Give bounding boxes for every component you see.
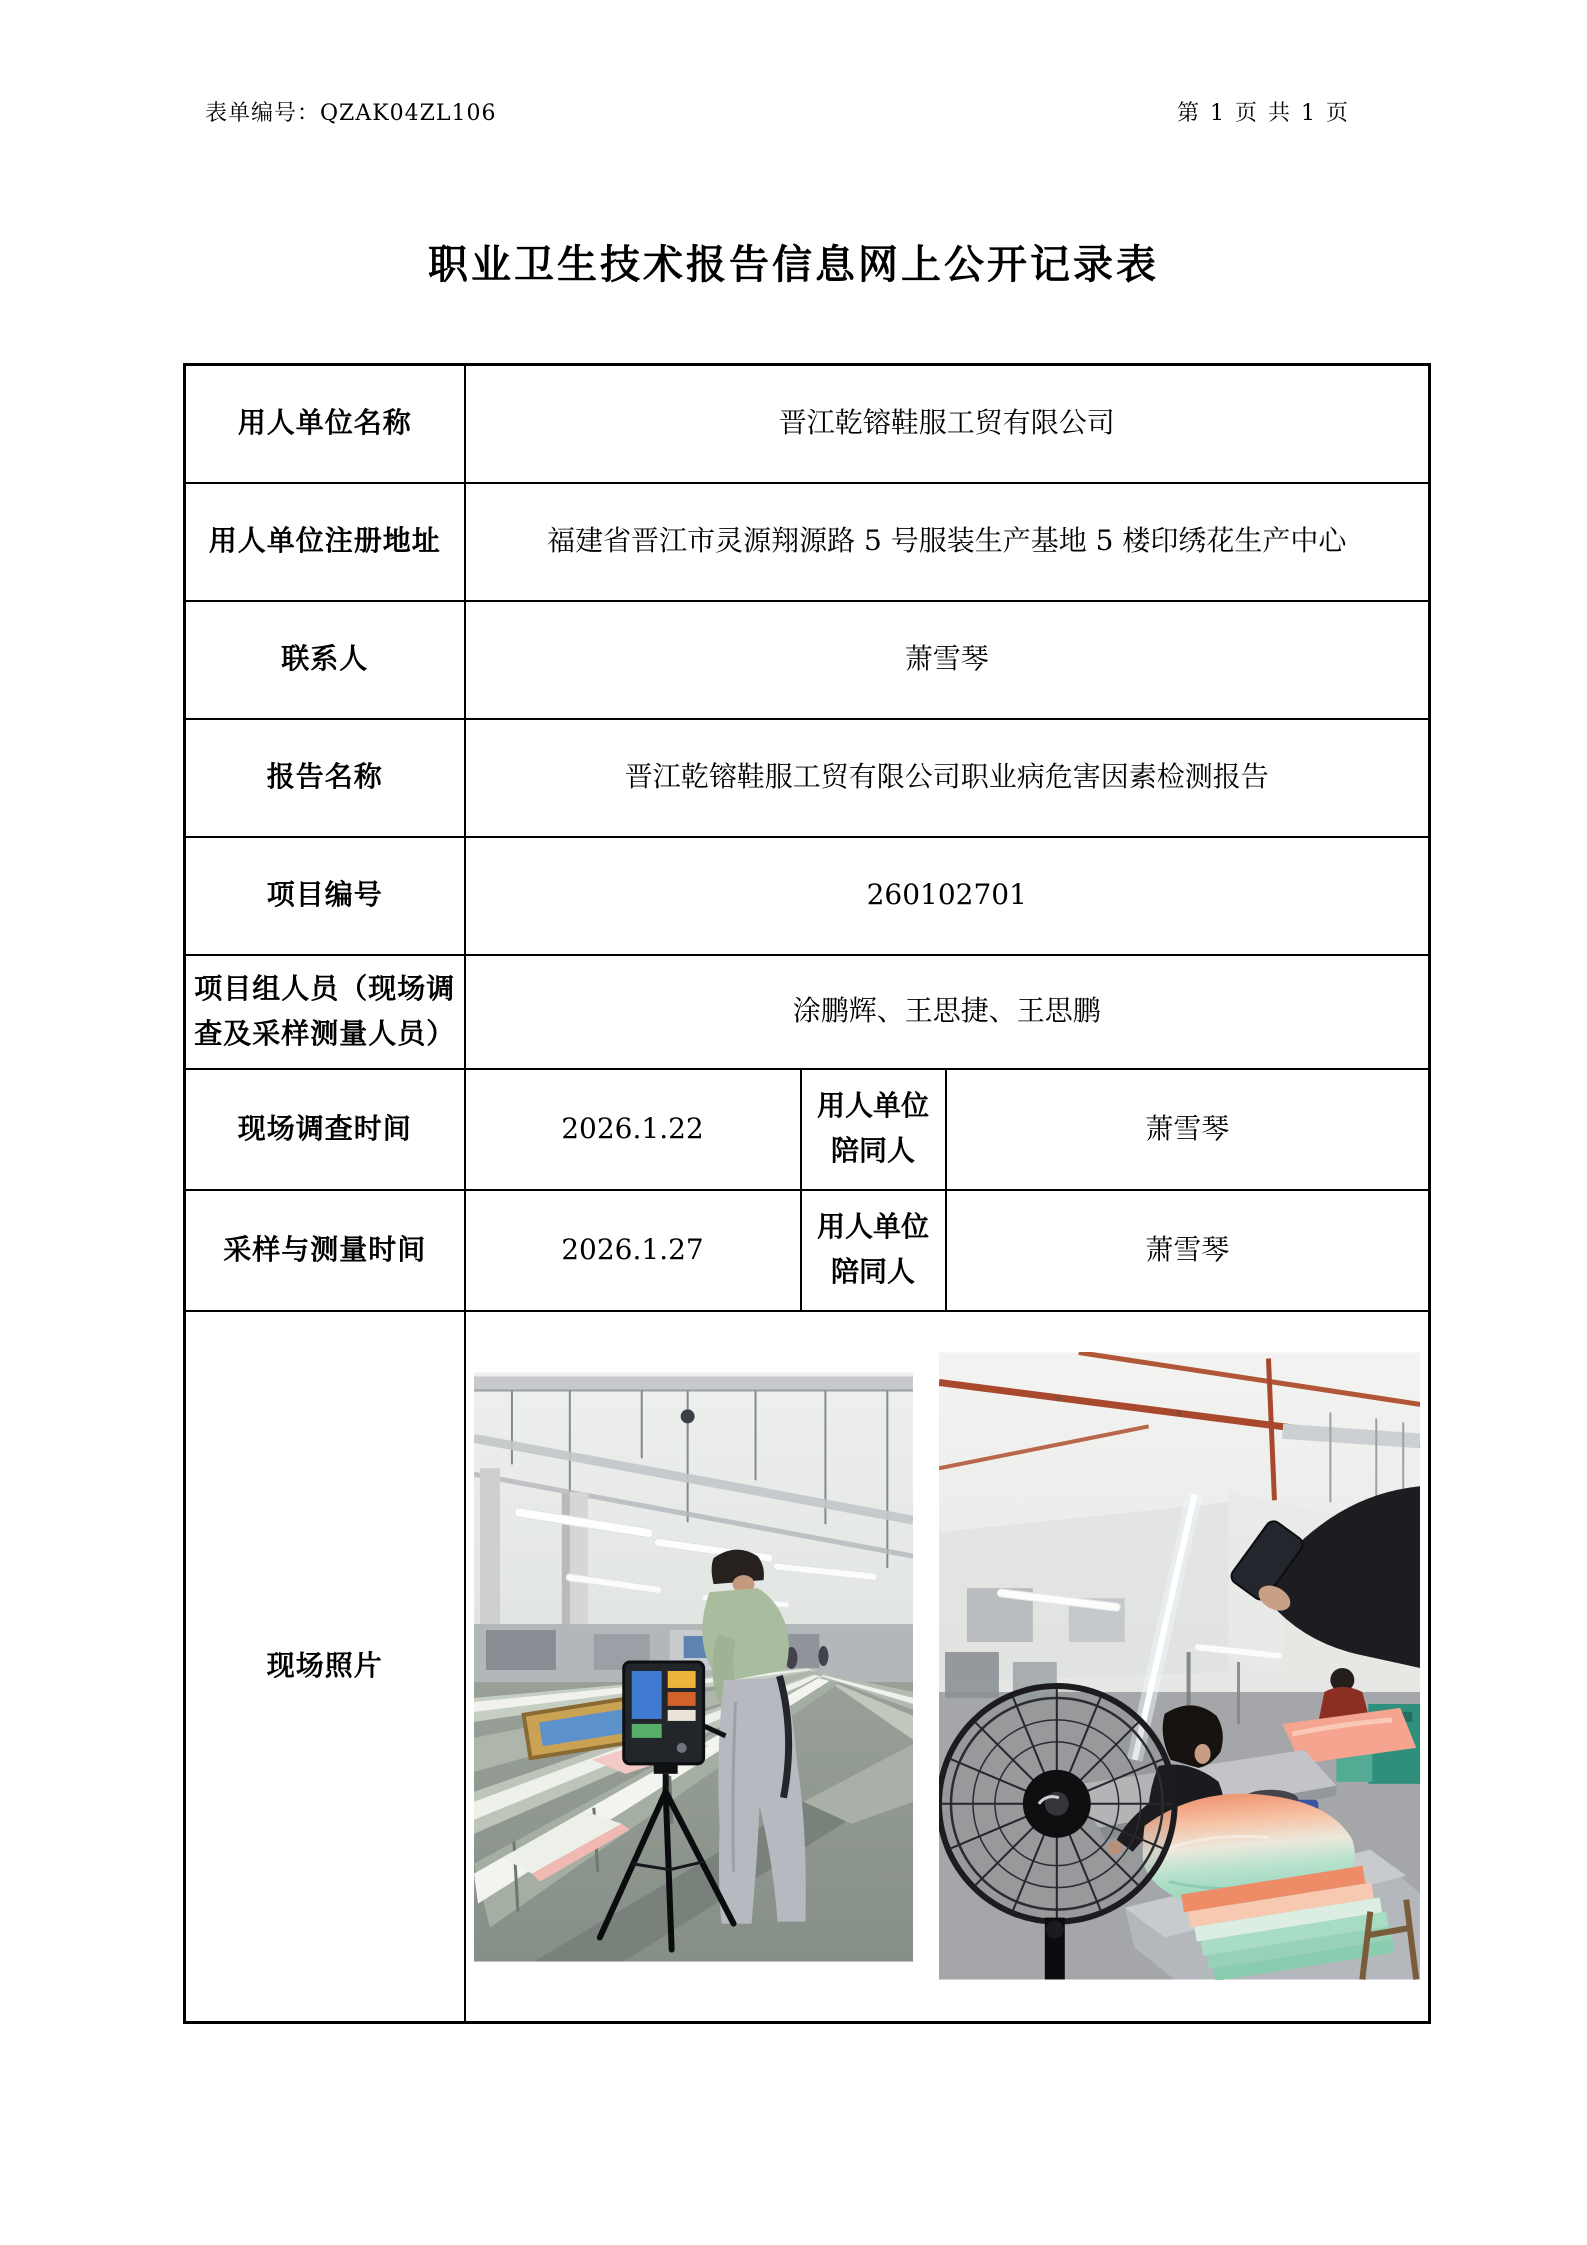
field-label-survey-companion: 用人单位陪同人 [801,1069,946,1190]
record-table [183,363,1431,2024]
field-value-sampling-date: 2026.1.27 [465,1190,801,1311]
field-label-contact-person: 联系人 [185,601,465,719]
table-row [185,601,1430,719]
field-value-survey-companion: 萧雪琴 [946,1069,1430,1190]
field-value-report-name: 晋江乾镕鞋服工贸有限公司职业病危害因素检测报告 [465,719,1430,837]
table-row [185,365,1430,483]
site-photo-left [474,1372,913,1962]
field-label-report-name: 报告名称 [185,719,465,837]
field-label-sampling-date: 采样与测量时间 [185,1190,465,1311]
page-title: 职业卫生技术报告信息网上公开记录表 [428,241,1159,288]
field-label-project-number: 项目编号 [185,837,465,955]
field-label-sampling-companion: 用人单位陪同人 [801,1190,946,1311]
page-indicator: 第 1 页 共 1 页 [1177,101,1350,126]
field-label-site-photos: 现场照片 [185,1311,465,2023]
field-value-employer-name: 晋江乾镕鞋服工贸有限公司 [465,365,1430,483]
field-value-sampling-companion: 萧雪琴 [946,1190,1430,1311]
field-label-employer-name: 用人单位名称 [185,365,465,483]
table-row [185,1069,1430,1190]
table-row [185,1311,1430,2023]
table-row [185,1190,1430,1311]
field-value-survey-date: 2026.1.22 [465,1069,801,1190]
site-photo-right [939,1352,1420,1980]
field-label-project-team: 项目组人员（现场调查及采样测量人员） [185,955,465,1069]
field-value-contact-person: 萧雪琴 [465,601,1430,719]
form-code: 表单编号：QZAK04ZL106 [205,101,497,126]
field-value-registered-address: 福建省晋江市灵源翔源路 5 号服装生产基地 5 楼印绣花生产中心 [465,483,1430,601]
table-row [185,837,1430,955]
field-value-project-number: 260102701 [465,837,1430,955]
table-row [185,955,1430,1069]
photo-strip [474,1352,1421,1980]
field-value-project-team: 涂鹏辉、王思捷、王思鹏 [465,955,1430,1069]
table-row [185,719,1430,837]
table-row [185,483,1430,601]
field-label-registered-address: 用人单位注册地址 [185,483,465,601]
site-photos-cell [465,1311,1430,2023]
field-label-survey-date: 现场调查时间 [185,1069,465,1190]
